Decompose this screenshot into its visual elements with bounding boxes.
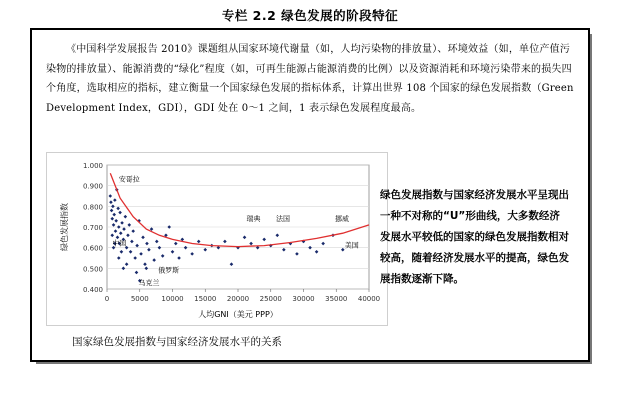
scatter-chart-svg bbox=[47, 153, 387, 325]
x-tick-label: 20000 bbox=[226, 295, 250, 303]
annotation-label: 俄罗斯 bbox=[158, 266, 180, 275]
y-tick-label: 0.700 bbox=[82, 224, 103, 232]
y-tick-label: 0.400 bbox=[82, 286, 103, 294]
annotation-label: 美国 bbox=[344, 241, 359, 250]
side-note: 绿色发展指数与国家经济发展水平呈现出一种不对称的“U”形曲线，大多数经济发展水平较低的国家的绿色发展指数相对较高，随着经济发展水平的提高，绿色发展指数逐渐下降。 bbox=[380, 189, 569, 285]
intro-paragraph: 《中国科学发展报告 2010》课题组从国家环境代谢量（如，人均污染物的排放量）、环境效益（如，单位产值污染物的排放量）、能源消费的“绿化”程度（如，可再生能源占能源消费的比例）以及资源消耗和环境污染带来的损失四个角度，选取相应的指标，建立衡量一个国家绿色发展的指标体系，计算出世界 108 个国家的绿色发展指数（Green Development Index，GDI），GDI 处在 0～1 之间，1 表示绿色发展程度最高。 bbox=[46, 44, 574, 114]
page-title: 专栏 2.2 绿色发展的阶段特征 bbox=[221, 8, 399, 23]
y-tick-label: 0.600 bbox=[82, 244, 103, 253]
y-tick-label: 1.000 bbox=[82, 162, 103, 170]
annotation-label: 中国 bbox=[112, 239, 127, 248]
x-tick-label: 10000 bbox=[161, 295, 184, 303]
y-tick-label: 0.800 bbox=[82, 203, 103, 212]
x-tick-label: 0 bbox=[104, 295, 110, 303]
y-tick-label: 0.500 bbox=[82, 265, 103, 274]
x-tick-label: 40000 bbox=[357, 295, 381, 303]
x-tick-label: 35000 bbox=[325, 295, 348, 303]
x-tick-label: 25000 bbox=[259, 295, 282, 303]
x-tick-label: 30000 bbox=[292, 295, 315, 303]
annotation-label: 安哥拉 bbox=[118, 175, 140, 184]
y-tick-label: 0.900 bbox=[82, 182, 103, 191]
annotation-label: 瑞典 bbox=[246, 214, 261, 223]
annotation-label: 乌克兰 bbox=[138, 278, 160, 287]
annotation-label: 法国 bbox=[276, 214, 291, 223]
x-tick-label: 5000 bbox=[130, 295, 149, 303]
x-tick-label: 15000 bbox=[194, 295, 217, 303]
x-axis-label: 人均GNI（美元 PPP） bbox=[198, 310, 278, 319]
chart-caption: 国家绿色发展指数与国家经济发展水平的关系 bbox=[72, 336, 282, 348]
column-box bbox=[30, 28, 590, 362]
y-axis-label: 绿色发展指数 bbox=[60, 203, 69, 251]
annotation-label: 挪威 bbox=[334, 214, 349, 223]
scatter-chart bbox=[46, 152, 388, 326]
